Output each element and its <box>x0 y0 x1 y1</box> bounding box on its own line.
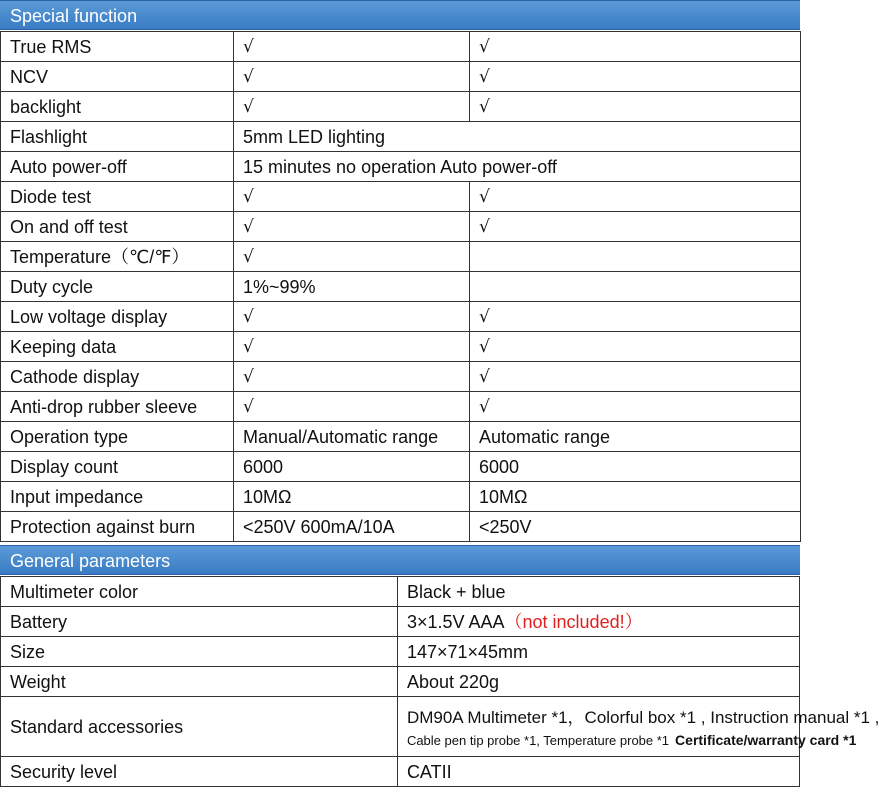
model-1-value: √ <box>234 302 470 332</box>
model-2-value <box>470 242 801 272</box>
special-function-header: Special function <box>0 0 800 30</box>
feature-label: Keeping data <box>1 332 234 362</box>
model-1-value: √ <box>234 62 470 92</box>
feature-label: Anti-drop rubber sleeve <box>1 392 234 422</box>
feature-label: Operation type <box>1 422 234 452</box>
accessories-line-1: DM90A Multimeter *1，Colorful box *1 , Instruction manual *1 , <box>406 707 879 727</box>
accessories-line-2 <box>406 729 857 752</box>
model-2-value: √ <box>470 92 801 122</box>
model-1-value: √ <box>234 32 470 62</box>
model-1-value: Manual/Automatic range <box>234 422 470 452</box>
table-row <box>1 32 801 62</box>
table-row <box>1 512 801 542</box>
feature-value: 15 minutes no operation Auto power-off <box>234 152 801 182</box>
param-value <box>397 607 799 637</box>
table-row <box>1 272 801 302</box>
table-row <box>1 607 800 637</box>
table-row <box>1 637 800 667</box>
general-parameters-header: General parameters <box>0 545 800 575</box>
model-1-value: √ <box>234 242 470 272</box>
feature-label: Input impedance <box>1 482 234 512</box>
feature-label: Temperature（℃/℉） <box>1 242 234 272</box>
model-2-value: √ <box>470 302 801 332</box>
param-label: Multimeter color <box>1 577 398 607</box>
feature-label: Display count <box>1 452 234 482</box>
model-2-value: √ <box>470 212 801 242</box>
special-function-table <box>0 31 801 542</box>
table-row <box>1 302 801 332</box>
model-2-value: Automatic range <box>470 422 801 452</box>
model-2-value: √ <box>470 182 801 212</box>
feature-label: On and off test <box>1 212 234 242</box>
model-2-value: √ <box>470 362 801 392</box>
model-1-value: 6000 <box>234 452 470 482</box>
model-2-value: 6000 <box>470 452 801 482</box>
accessories-line-2-text: Cable pen tip probe *1, Temperature probe *1 <box>406 732 670 748</box>
battery-value: 3×1.5V AAA <box>406 611 505 632</box>
accessories-line-2-bold: Certificate/warranty card *1 <box>675 731 857 748</box>
param-value: About 220g <box>397 667 799 697</box>
table-row <box>1 667 800 697</box>
table-row <box>1 362 801 392</box>
param-label: Security level <box>1 757 398 787</box>
model-1-value: √ <box>234 362 470 392</box>
table-row <box>1 62 801 92</box>
feature-label: Diode test <box>1 182 234 212</box>
general-parameters-table <box>0 576 879 787</box>
feature-label: NCV <box>1 62 234 92</box>
table-row <box>1 422 801 452</box>
accessories-value <box>397 697 879 757</box>
model-2-value: <250V <box>470 512 801 542</box>
param-label: Battery <box>1 607 398 637</box>
table-row <box>1 122 801 152</box>
table-row <box>1 92 801 122</box>
feature-label: Flashlight <box>1 122 234 152</box>
feature-label: Low voltage display <box>1 302 234 332</box>
model-2-value <box>470 272 801 302</box>
feature-value: 5mm LED lighting <box>234 122 801 152</box>
feature-label: True RMS <box>1 32 234 62</box>
table-row <box>1 332 801 362</box>
param-value: CATII <box>397 757 799 787</box>
table-row <box>1 577 800 607</box>
model-1-value: √ <box>234 332 470 362</box>
feature-label: Duty cycle <box>1 272 234 302</box>
battery-note: （not included!） <box>504 611 643 632</box>
param-value: 147×71×45mm <box>397 637 799 667</box>
feature-label: backlight <box>1 92 234 122</box>
model-2-value: √ <box>470 392 801 422</box>
table-row <box>1 392 801 422</box>
table-row <box>1 152 801 182</box>
table-row <box>1 212 801 242</box>
model-1-value: 10MΩ <box>234 482 470 512</box>
table-row <box>1 482 801 512</box>
param-label: Standard accessories <box>1 697 398 757</box>
table-row <box>1 697 800 757</box>
model-2-value: √ <box>470 62 801 92</box>
model-1-value: 1%~99% <box>234 272 470 302</box>
model-1-value: √ <box>234 212 470 242</box>
param-label: Weight <box>1 667 398 697</box>
param-label: Size <box>1 637 398 667</box>
model-2-value: 10MΩ <box>470 482 801 512</box>
table-row <box>1 242 801 272</box>
feature-label: Auto power-off <box>1 152 234 182</box>
model-2-value: √ <box>470 332 801 362</box>
param-value: Black + blue <box>397 577 799 607</box>
table-row <box>1 182 801 212</box>
feature-label: Cathode display <box>1 362 234 392</box>
table-row <box>1 757 800 787</box>
model-1-value: √ <box>234 392 470 422</box>
feature-label: Protection against burn <box>1 512 234 542</box>
model-2-value: √ <box>470 32 801 62</box>
model-1-value: <250V 600mA/10A <box>234 512 470 542</box>
table-row <box>1 452 801 482</box>
model-1-value: √ <box>234 92 470 122</box>
model-1-value: √ <box>234 182 470 212</box>
